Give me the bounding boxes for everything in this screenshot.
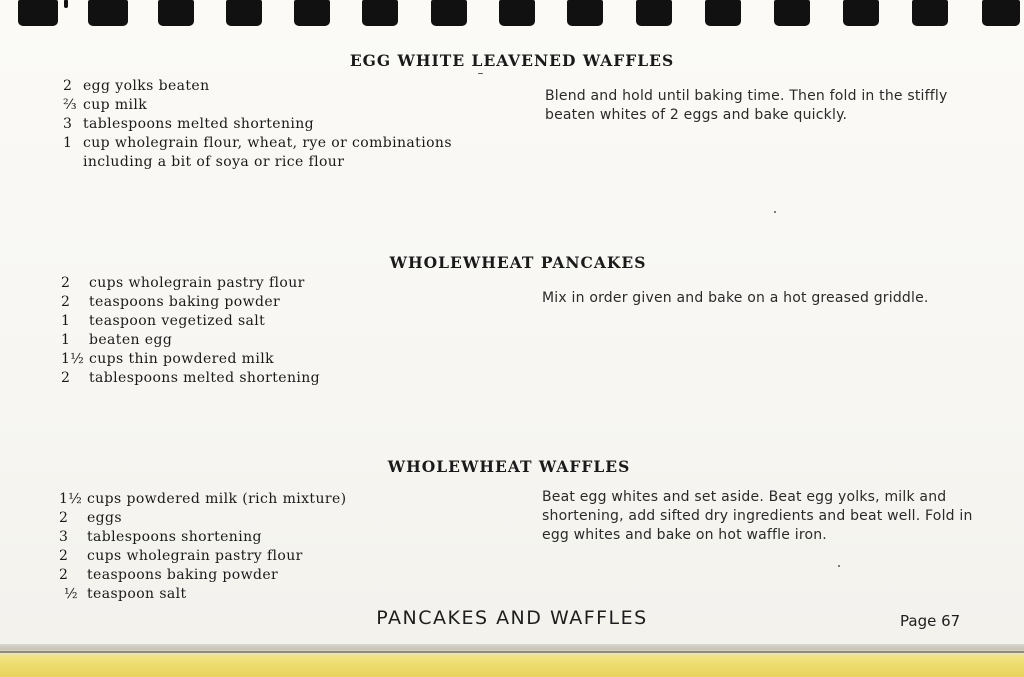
ingredient-qty: 2 — [63, 78, 73, 94]
ingredient-text: cup milk — [83, 97, 148, 113]
ingredient-item — [61, 274, 320, 293]
paper-speck — [478, 73, 483, 74]
ingredient-text: teaspoon vegetized salt — [89, 313, 266, 329]
ingredient-item — [61, 350, 320, 369]
ingredient-item — [63, 153, 452, 172]
binding-ring — [567, 0, 603, 26]
ingredient-qty: 1 — [63, 135, 73, 151]
ingredient-item — [63, 77, 452, 96]
ingredient-item — [63, 134, 452, 153]
ingredient-item — [61, 312, 320, 331]
ingredient-item — [61, 293, 320, 312]
binding-ring — [912, 0, 948, 26]
ingredient-item — [61, 331, 320, 350]
binding-ring — [499, 0, 535, 26]
ingredient-qty: 3 — [63, 116, 73, 132]
ingredient-text: cups powdered milk (rich mixture) — [87, 491, 347, 507]
ingredient-item — [59, 585, 347, 604]
section-title: PANCAKES AND WAFFLES — [376, 607, 648, 629]
ingredient-qty: 2 — [59, 567, 69, 583]
ingredient-text: cups wholegrain pastry flour — [89, 275, 305, 291]
ingredient-text: teaspoon salt — [87, 586, 187, 602]
ingredient-text: egg yolks beaten — [83, 78, 210, 94]
recipe-directions: Blend and hold until baking time. Then fold in the stiffly beaten whites of 2 eggs and bake quickly. — [545, 88, 948, 123]
ingredient-qty: 2 — [59, 510, 69, 526]
ingredient-text: tablespoons melted shortening — [89, 370, 321, 386]
binding-ring — [636, 0, 672, 26]
page-number: Page 67 — [900, 612, 961, 630]
ingredient-qty: 2 — [61, 370, 71, 386]
ingredient-text: eggs — [87, 510, 122, 526]
binding-ring — [362, 0, 398, 26]
binding-ring — [431, 0, 467, 26]
ingredient-item — [59, 547, 347, 566]
ingredient-item — [59, 509, 347, 528]
binding-ring — [843, 0, 879, 26]
ingredient-text: including a bit of soya or rice flour — [83, 154, 345, 170]
paper-speck — [774, 211, 776, 213]
ingredient-list — [63, 77, 452, 172]
ingredient-list — [61, 274, 320, 388]
binding-ring — [226, 0, 262, 26]
recipe-title: EGG WHITE LEAVENED WAFFLES — [349, 51, 675, 70]
ingredient-item — [59, 490, 347, 509]
ingredient-list — [59, 490, 347, 604]
ingredient-text: cups thin powdered milk — [89, 351, 274, 367]
ingredient-text: beaten egg — [89, 332, 173, 348]
ingredient-item — [63, 96, 452, 115]
paper-speck — [838, 565, 840, 567]
recipe-directions: Mix in order given and bake on a hot greased griddle. — [542, 290, 929, 306]
ingredient-item — [61, 369, 320, 388]
binding-ring — [88, 0, 128, 26]
underlying-page-edge — [0, 644, 1024, 677]
ingredient-item — [59, 528, 347, 547]
ingredient-text: tablespoons melted shortening — [83, 116, 315, 132]
ingredient-text: tablespoons shortening — [87, 529, 262, 545]
binding-ring — [18, 0, 58, 26]
ingredient-text: teaspoons baking powder — [89, 294, 281, 310]
ingredient-qty: 2 — [61, 294, 71, 310]
ingredient-qty: 1 — [61, 332, 71, 348]
ingredient-qty: 3 — [59, 529, 69, 545]
recipe-directions: Beat egg whites and set aside. Beat egg yolks, milk and shortening, add sifted dry ingredients and beat well. Fold in egg whites and bake on hot waffle iron. — [542, 489, 973, 543]
ingredient-qty: 1 — [61, 313, 71, 329]
ingredient-item — [63, 115, 452, 134]
ingredient-qty: ½ — [64, 586, 78, 602]
binding-ring — [294, 0, 330, 26]
ingredient-qty: 2 — [59, 548, 69, 564]
ingredient-text: cup wholegrain flour, wheat, rye or combinations — [83, 135, 452, 151]
binding-ring — [158, 0, 194, 26]
binding-ring — [705, 0, 741, 26]
binding-ring — [774, 0, 810, 26]
ingredient-qty: 1½ — [61, 351, 85, 367]
spiral-binding — [0, 0, 1024, 30]
page-edge-line — [0, 651, 1024, 653]
ingredient-text: teaspoons baking powder — [87, 567, 279, 583]
recipe-title: WHOLEWHEAT PANCAKES — [389, 253, 647, 272]
ingredient-qty: ⅔ — [63, 97, 77, 113]
ingredient-item — [59, 566, 347, 585]
binding-ring — [64, 0, 68, 8]
ingredient-text: cups wholegrain pastry flour — [87, 548, 303, 564]
ingredient-qty: 1½ — [59, 491, 83, 507]
ingredient-qty: 2 — [61, 275, 71, 291]
recipe-title: WHOLEWHEAT WAFFLES — [387, 457, 631, 476]
binding-ring — [982, 0, 1020, 26]
